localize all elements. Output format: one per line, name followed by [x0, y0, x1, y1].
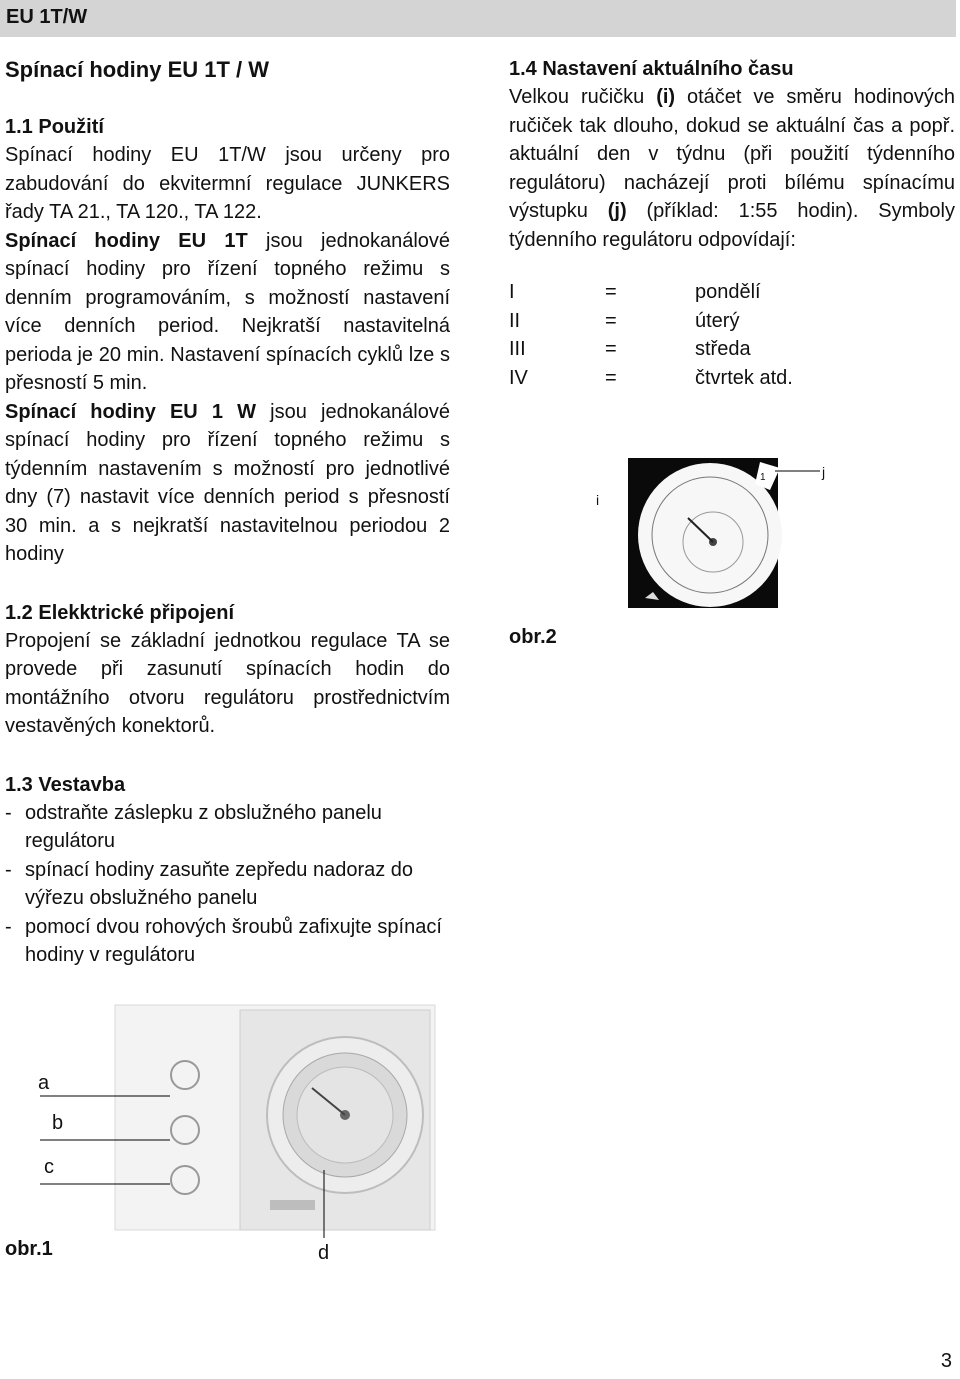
eu1t-bold: Spínací hodiny EU 1T	[5, 229, 248, 252]
left-column	[5, 55, 450, 970]
callout-line-d	[322, 1170, 326, 1242]
table-row: II = úterý	[509, 309, 740, 332]
svg-text:1: 1	[760, 472, 766, 483]
section-1-2-paragraph: Propojení se základní jednotkou regulace TA se provede při zasunutí spínacích hodin do montážního otvoru regulátoru prostřednictvím vestavěných konektorů.	[5, 629, 450, 737]
list-item: - spínací hodiny zasuňte zepředu nadoraz do výřezu obslužného panelu	[5, 856, 450, 913]
section-1-4-heading: 1.4 Nastavení aktuálního času	[509, 58, 794, 80]
header-bar	[0, 0, 956, 37]
figure-1-label: obr.1	[5, 1238, 53, 1260]
table-row: IV = čtvrtek atd.	[509, 366, 793, 389]
section-1-2-heading: 1.2 Elekktrické připojení	[5, 601, 234, 624]
callout-i: i	[596, 492, 600, 508]
callout-line-a	[40, 1094, 180, 1098]
callout-line-b	[40, 1138, 180, 1142]
callout-c: c	[44, 1156, 54, 1178]
page-number: 3	[940, 1350, 952, 1372]
table-row: III = středa	[509, 338, 751, 360]
document-title: Spínací hodiny EU 1T / W	[5, 57, 270, 82]
section-1-1-heading: 1.1 Použití	[5, 116, 104, 138]
installation-steps	[5, 799, 450, 970]
section-1-1-paragraph-3: Spínací hodiny EU 1 W jsou jednokanálové spínací hodiny pro řízení topného režimu s týdenním nastavením s možností pro jednotlivé dny (7) nastavit více denních period s přesností 30 min. a s nejkratší nastavitelnou periodou 2 hodiny	[5, 400, 450, 565]
right-column	[509, 55, 955, 392]
section-1-1-paragraph-2: Spínací hodiny EU 1T jsou jednokanálové spínací hodiny pro řízení topného režimu s denním programováním, s možností nastavení více denních period. Nejkratší nastavitelná perioda je 20 min. Nastavení spínacích cyklů lze s přesností 5 min.	[5, 229, 451, 394]
section-1-4-paragraph: Velkou ručičku (i) otáčet ve směru hodinových ručiček tak dlouho, dokud se aktuální čas a popř. aktuální den v týdnu (při použití týdenního regulátoru) nacházejí proti bílému spínacímu výstupku (j) (příklad: 1:55 hodin). Symboly týdenního regulátoru odpovídají:	[509, 86, 955, 251]
weekday-symbols-table	[509, 278, 793, 392]
callout-line-j	[775, 466, 825, 476]
regulator-photo	[90, 990, 460, 1240]
callout-j: j	[822, 464, 826, 480]
section-1-3-heading: 1.3 Vestavba	[5, 773, 126, 796]
list-item: - odstraňte záslepku z obslužného panelu regulátoru	[5, 799, 450, 856]
callout-b: b	[52, 1112, 64, 1134]
callout-d: d	[318, 1242, 330, 1264]
list-item: - pomocí dvou rohových šroubů zafixujte spínací hodiny v regulátoru	[5, 913, 450, 970]
figure-2-label: obr.2	[509, 626, 557, 648]
table-row: I = pondělí	[509, 281, 761, 303]
callout-line-c	[40, 1182, 180, 1186]
eu1w-bold: Spínací hodiny EU 1 W	[5, 400, 257, 423]
header-title: EU 1T/W	[6, 6, 88, 28]
section-1-1-paragraph-1: Spínací hodiny EU 1T/W jsou určeny pro zabudování do ekvitermní regulace JUNKERS řady TA 21., TA 120., TA 122.	[5, 144, 450, 223]
callout-a: a	[38, 1072, 50, 1094]
